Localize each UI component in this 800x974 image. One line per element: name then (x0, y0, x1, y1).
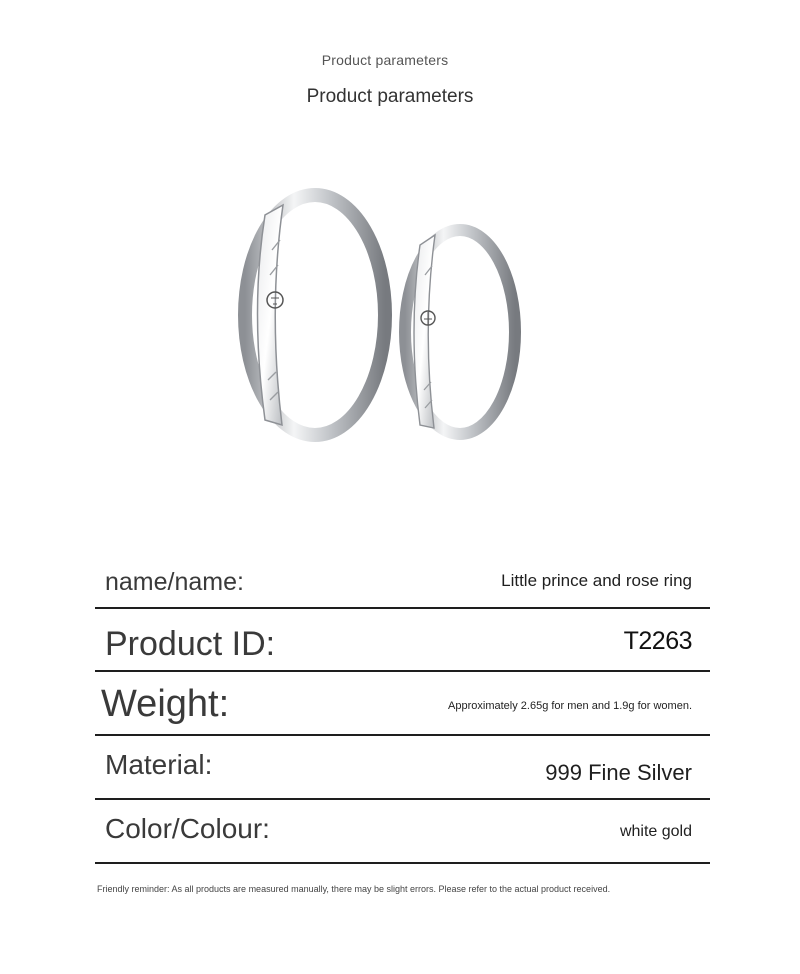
color-value: white gold (619, 823, 692, 840)
color-label: Color/Colour: (105, 813, 270, 844)
weight-label: Weight: (101, 683, 230, 725)
product-id-row (95, 609, 710, 672)
name-label: name/name: (105, 568, 244, 596)
friendly-reminder: Friendly reminder: As all products are measured manually, there may be slight errors. Please refer to the actual product received. (97, 884, 611, 894)
page-title: Product parameters (306, 86, 474, 107)
material-value: 999 Fine Silver (545, 760, 692, 785)
product-id-label: Product ID: (105, 625, 276, 663)
product-id-value: T2263 (623, 627, 692, 655)
weight-value: Approximately 2.65g for men and 1.9g for women. (448, 700, 692, 712)
mens-ring-icon (245, 195, 385, 435)
name-row (95, 550, 710, 609)
name-value: Little prince and rose ring (501, 571, 692, 590)
womens-ring-icon (405, 230, 515, 434)
material-label: Material: (105, 749, 213, 780)
color-row (95, 800, 710, 864)
material-row (95, 736, 710, 800)
parameter-table (95, 550, 710, 864)
small-title: Product parameters (321, 52, 449, 68)
ring-product-image (220, 180, 560, 460)
weight-row (95, 672, 710, 736)
